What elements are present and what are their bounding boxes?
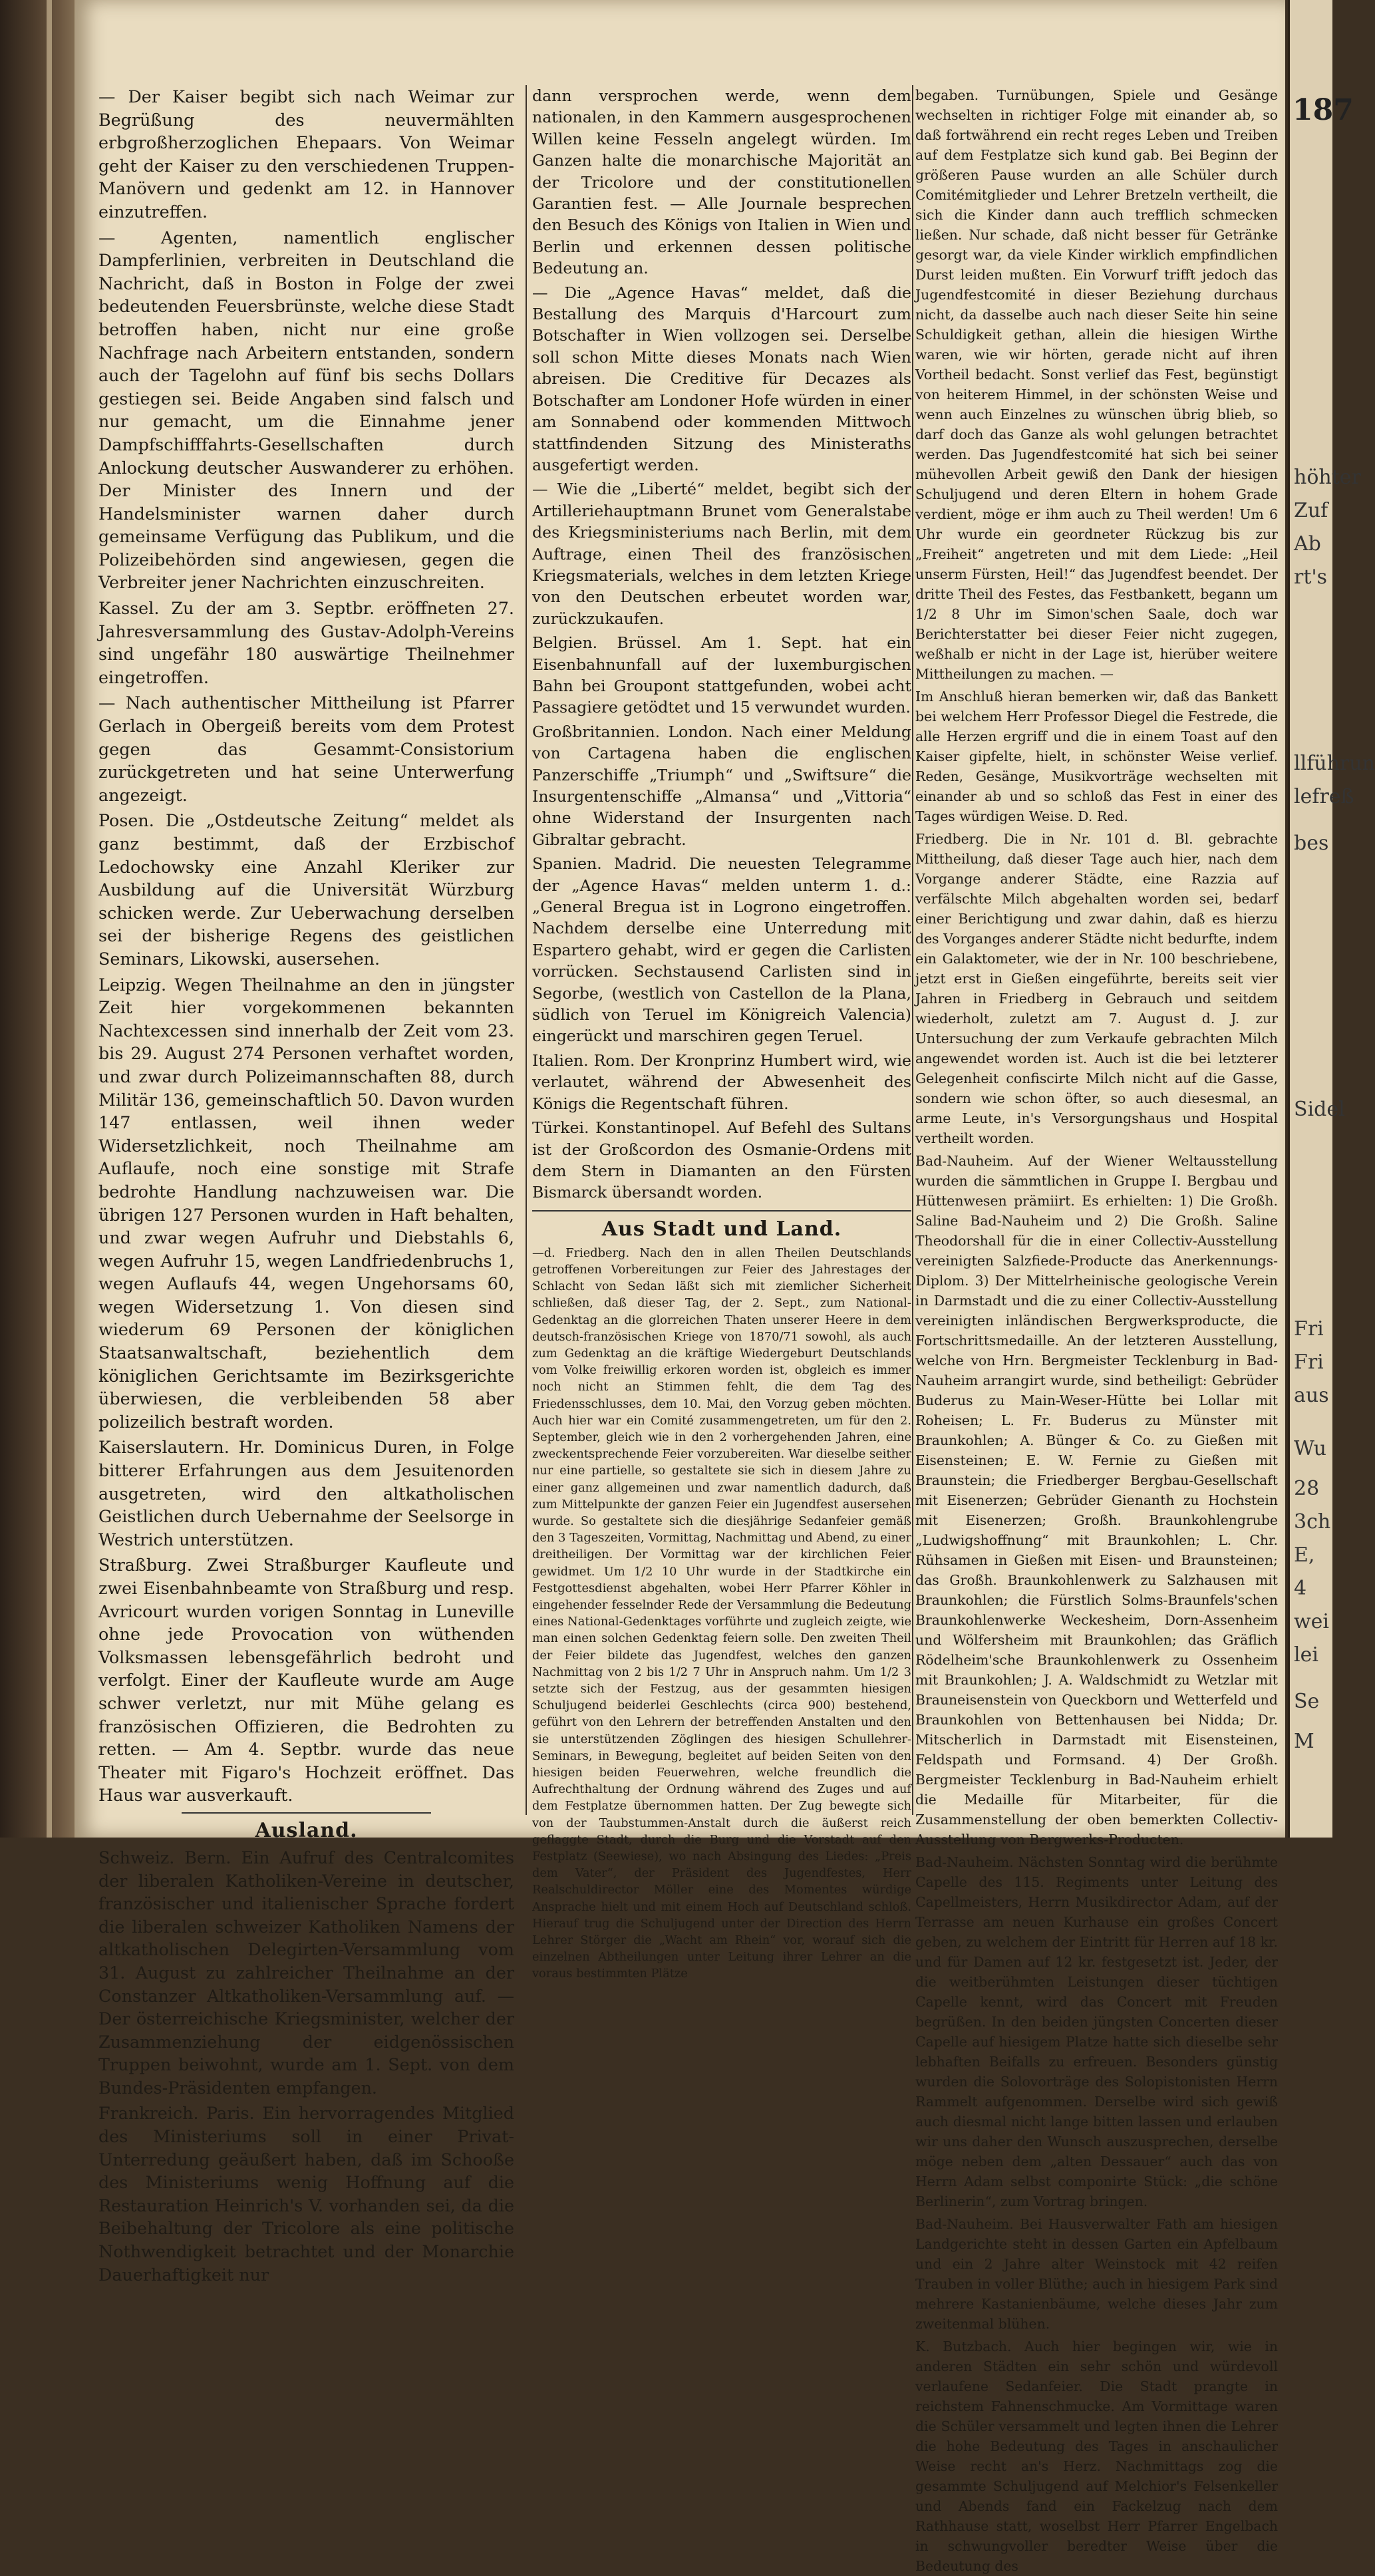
article: Bad-Nauheim. Auf der Wiener Weltausstellung wurden die sämmtlichen in Gruppe I. Bergbau und Hüttenwesen prämiirt. Es erhielten: 1) Die Großh. Saline Bad-Nauheim und 2) Die Großh. Saline Theodorshall für die in einer Collectiv-Ausstellung vereinigten Salzfiede-Producte das Anerkennungs-Diplom. 3) Der Mittelrheinische geologische Verein in Darmstadt und die zu einer Collectiv-Ausstellung vereinigten inländischen Bergwerksproducte, die Fortschrittsmedaille. An der letzteren Ausstellung, welche von Hrn. Bergmeister Tecklenburg in Bad-Nauheim arrangirt wurde, sind betheiligt: Gebrüder Buderus zu Main-Weser-Hütte bei Lollar mit Roheisen; L. Fr. Buderus zu Münster mit Braunkohlen; A. Bünger & Co. zu Gießen mit Eisensteinen; E. W. Fernie zu Gießen mit Braunstein; die Friedberger Bergbau-Gesellschaft mit Eisenerzen; Gebrüder Gienanth zu Hochstein mit Eisenerzen; Großh. Braunkohlengrube „Ludwigshoffnung“ mit Braunkohlen; L. Chr. Rühsamen in Gießen mit Eisen- und Braunsteinen; das Großh. Braunkohlenwerk zu Salzhausen mit Braunkohlen; die Fürstlich Solms-Braunfels'schen Braunkohlenwerke Weckesheim, Dorn-Assenheim und Wölfersheim mit Braunkohlen; das Gräflich Rödelheim'sche Braunkohlenwerk zu Ossenheim mit Braunkohlen; J. A. Waldschmidt zu Wetzlar mit Brauneisenstein von Queckborn und Wetterfeld und Braunkohlen von Bettenhausen bei Nidda; Dr. Mitscherlich in Darmstadt mit Eisensteinen, Feldspath und Formsand. 4) Der Großh. Bergmeister Tecklenburg in Bad-Nauheim erhielt die Medaille für Mitarbeiter, für die Zusammenstellung der oben bemerkten Collectiv-Ausstellung von Bergwerks-Producten.	[915, 1153, 1278, 1848]
page-fragment: llführun	[1294, 752, 1375, 775]
article: begaben. Turnübungen, Spiele und Gesänge wechselten in richtiger Folge mit einander ab, so daß fortwährend ein recht reges Leben und Treiben auf dem Festplatze sich kund gab. Bei Beginn der größeren Pause wurden an alle Schüler durch Comitémitglieder und Lehrer Bretzeln vertheilt, die sich die Kinder dann auch trefflich schmecken ließen. Nur schade, daß nicht besser für Getränke gesorgt war, da viele Kinder wirklich empfindlichen Durst leiden mußten. Ein Vorwurf trifft jedoch das Jugendfestcomité in dieser Beziehung durchaus nicht, da dasselbe auch nach dieser Seite hin seine Schuldigkeit gethan, allein die hiesigen Wirthe waren, wie wir hörten, gerade nicht auf ihren Vortheil bedacht. Sonst verlief das Fest, begünstigt von heiterem Himmel, in der schönsten Weise und wenn auch Einzelnes zu wünschen übrig blieb, so darf doch das Ganze als wohl gelungen betrachtet werden. Das Jugendfestcomité hat sich bei seiner mühevollen Arbeit gewiß den Dank der hiesigen Schuljugend und deren Eltern in hohem Grade verdient, möge er ihm auch zu Theil werden! Um 6 Uhr wurde ein geordneter Rückzug bis zur „Freiheit“ angetreten und mit dem Liede: „Heil unserm Fürsten, Heil!“ das Jugendfest beendet. Der dritte Theil des Festes, das Festbankett, begann um 1/2 8 Uhr im Simon'schen Saale, doch war Berichterstatter bei dieser Feier nicht zugegen, weßhalb er nicht in der Lage ist, hierüber weitere Mittheilungen zu machen. —	[915, 87, 1278, 682]
book-spine	[0, 0, 80, 1838]
article: Italien. Rom. Der Kronprinz Humbert wird, wie verlautet, während der Abwesenheit des Königs die Regentschaft führen.	[532, 1050, 911, 1113]
page-fragment: 4	[1294, 1577, 1307, 1600]
section-heading-ausland: Ausland.	[255, 1818, 358, 1842]
article: Schweiz. Bern. Ein Aufruf des Centralcomites der liberalen Katholiken-Vereine in deutscher, französischer und italienischer Sprache fordert die liberalen schweizer Katholiken Namens der altkatholischen Delegirten-Versammlung vom 31. August zu zahlreicher Theilnahme an der Constanzer Altkatholiken-Versammlung auf. — Der österreichische Kriegsminister, welcher der Zusammenziehung der eidgenössischen Truppen beiwohnt, wurde am 1. Sept. von dem Bundes-Präsidenten empfangen.	[98, 1847, 514, 2098]
article: Türkei. Konstantinopel. Auf Befehl des Sultans ist der Großcordon des Osmanie-Ordens mit dem Stern in Diamanten an den Fürsten Bismarck übersandt worden.	[532, 1118, 911, 1202]
article: — Der Kaiser begibt sich nach Weimar zur Begrüßung des neuvermählten erbgroßherzoglichen Ehepaars. Von Weimar geht der Kaiser zu den verschiedenen Truppen-Manövern und gedenkt am 12. in Hannover einzutreffen.	[98, 86, 514, 222]
page-fragment: Zuf	[1294, 499, 1328, 522]
page-fragment: bes	[1294, 832, 1329, 855]
article: — Wie die „Liberté“ meldet, begibt sich der Artilleriehauptmann Brunet vom Generalstabe des Kriegsministeriums nach Berlin, mit dem Auftrage, einen Theil des französischen Kriegsmaterials, welches in dem letzten Kriege von den Deutschen erbeutet worden war, zurückzukaufen.	[532, 480, 911, 628]
article: Großbritannien. London. Nach einer Meldung von Cartagena haben die englischen Panzerschiffe „Triumph“ und „Swiftsure“ die Insurgentenschiffe „Almansa“ und „Vittoria“ ohne Widerstand der Insurgenten nach Gibraltar gebracht.	[532, 722, 911, 849]
article: Kassel. Zu der am 3. Septbr. eröffneten 27. Jahresversammlung des Gustav-Adolph-Vereins sind ungefähr 180 auswärtige Theilnehmer eingetroffen.	[98, 598, 514, 687]
page-fragment: rt's	[1294, 565, 1328, 589]
article: Bad-Nauheim. Nächsten Sonntag wird die berühmte Capelle des 115. Regiments unter Leitung des Capellmeisters, Herrn Musikdirector Adam, auf der Terrasse am neuen Kurhause ein großes Concert geben, zu welchem der Eintritt für Herren auf 18 kr. und für Damen auf 12 kr. festgesetzt ist. Jeder, der die weitberühmten Leistungen dieser tüchtigen Capelle kennt, wird das Concert mit Freuden begrüßen. In den beiden jüngsten Concerten dieser Capelle auf hiesigem Platze hatte sich dieselbe sehr lebhaften Beifalls zu erfreuen. Besonders günstig wurden die Solovorträge des Solopistonisten Herrn Rammelt aufgenommen. Derselbe wird sich gewiß auch diesmal nicht lange bitten lassen und erlauben wir uns daher den Wunsch auszusprechen, derselbe möge neben dem „alten Dessauer“ auch das von Herrn Adam selbst componirte Stück: „die schöne Berlinerin“, zum Vortrag bringen.	[915, 1854, 1278, 2209]
page-fragment: Se	[1294, 1690, 1320, 1713]
page-fragment: wei	[1294, 1610, 1330, 1633]
article: Im Anschluß hieran bemerken wir, daß das Bankett bei welchem Herr Professor Diegel die Festrede, die alle Herzen ergriff und die in einem Toast auf den Kaiser gipfelte, hielt, in schönster Weise verlief. Reden, Gesänge, Musikvorträge wechselten mit einander ab und so schloß das Fest in einer des Tages würdigen Weise. D. Red.	[915, 689, 1278, 824]
article: Straßburg. Zwei Straßburger Kaufleute und zwei Eisenbahnbeamte von Straßburg und resp. Avricourt wurden vorigen Sonntag in Luneville ohne jede Provocation von wüthenden Volksmassen lebensgefährlich bedroht und verfolgt. Einer der Kaufleute wurde am Auge schwer verletzt, nur mit Mühe gelang es französischen Offizieren, die Bedrohten zu retten. — Am 4. Septbr. wurde das neue Theater mit Figaro's Hochzeit eröffnet. Das Haus war ausverkauft.	[98, 1555, 514, 1806]
page-fragment: Ab	[1294, 532, 1321, 556]
page-fragment: E,	[1294, 1543, 1315, 1567]
column-left	[98, 85, 514, 2285]
article: Spanien. Madrid. Die neuesten Telegramme der „Agence Havas“ melden unterm 1. d.: „General Bregua ist in Logrono eingetroffen. Nachdem derselbe eine Unterredung mit Espartero gehabt, wird er gegen die Carlisten vorrücken. Sechstausend Carlisten sind in Segorbe, (westlich von Castellon de la Plana, südlich von Teruel im Königreich Valencia) eingerückt und marschiren gegen Teruel.	[532, 854, 911, 1046]
divider	[182, 1812, 431, 1814]
article: K. Butzbach. Auch hier begingen wir, wie in anderen Städten ein sehr schön und würdevoll verlaufene Sedanfeier. Die Stadt prangte in reichstem Fahnenschmucke. Am Vormittage waren die Schüler versammelt und legten ihnen die Lehrer die hohe Bedeutung des Tages in anschaulicher Weise recht an's Herz. Nachmittags zog die gesammte Schuljugend auf Melchior's Felsenkeller und Abends fand ein Fackelzug nach dem Rathhause statt, woselbst Herr Pfarrer Engelbach in schwungvoller beredter Weise über die Bedeutung des	[915, 2338, 1278, 2574]
article: — Agenten, namentlich englischer Dampferlinien, verbreiten in Deutschland die Nachricht, daß in Boston in Folge der zwei bedeutenden Feuersbrünste, welche diese Stadt betroffen haben, nicht nur eine große Nachfrage nach Arbeitern entstanden, sondern auch der Tagelohn auf fünf bis sechs Dollars gestiegen sei. Beide Angaben sind falsch und nur gemacht, um die Einnahme jener Dampfschifffahrts-Gesellschaften durch Anlockung deutscher Auswanderer zu erhöhen. Der Minister des Innern und der Handelsminister warnen daher durch gemeinsame Verfügung das Publikum, und die Polizeibehörden sind angewiesen, gegen die Verbreiter jener Nachrichten einzuschreiten.	[98, 227, 514, 593]
page-number: 187	[1293, 93, 1354, 127]
article: Belgien. Brüssel. Am 1. Sept. hat ein Eisenbahnunfall auf der luxemburgischen Bahn bei Groupont stattgefunden, wobei acht Passagiere getödtet und 15 verwundet wurden.	[532, 633, 911, 717]
section-heading-stadt-und-land: Aus Stadt und Land.	[601, 1217, 842, 1241]
page-fragment: Wu	[1294, 1437, 1326, 1460]
article: —d. Friedberg. Nach den in allen Theilen Deutschlands getroffenen Vorbereitungen zur Feier des Jahrestages der Schlacht von Sedan läßt sich mit ziemlicher Sicherheit schließen, daß dieser Tag, der 2. Sept., zum National-Gedenktag an die glorreichen Thaten unserer Heere in dem deutsch-französischen Kriege von 1870/71 sowohl, als auch zum Gedenktag an die kräftige Wiedergeburt Deutschlands vom Volke freiwillig erkoren worden ist, obgleich es immer noch nicht an Stimmen fehlt, die dem Tag des Friedensschlusses, dem 10. Mai, den Vorzug geben möchten. Auch hier war ein Comité zusammengetreten, um für den 2. September, gleich wie in den 2 vorhergehenden Jahren, eine zweckentsprechende Feier vorzubereiten. War dieselbe seither nur eine partielle, so gestaltete sie sich in diesem Jahre zu einer ganz allgemeinen und zwar namentlich dadurch, daß zum Mittelpunkte der ganzen Feier ein Jugendfest ausersehen wurde. So gestaltete sich die diesjährige Sedanfeier gemäß den 3 Tageszeiten, Vormittag, Nachmittag und Abend, zu einer dreitheiligen. Der Vormittag war der kirchlichen Feier gewidmet. Um 1/2 10 Uhr wurde in der Stadtkirche ein Festgottesdienst abgehalten, wobei Herr Pfarrer Köhler in eingehender fesselnder Rede der Versammlung die Bedeutung eines National-Gedenktages vorführte und zugleich zeigte, wie man einen solchen Gedenktag feiern solle. Den zweiten Theil der Feier bildete das Jugendfest, welches den ganzen Nachmittag von 2 bis 1/2 7 Uhr in Anspruch nahm. Um 1/2 3 setzte sich der Festzug, aus der gesammten hiesigen Schuljugend beiderlei Geschlechts (circa 900) bestehend, geführt von den Lehrern der betreffenden Anstalten und den sie unterstützenden Zöglingen des hiesigen Schullehrer-Seminars, in Bewegung, begleitet auf beiden Seiten von den hiesigen beiden Feuerwehren, welche freundlich die Aufrechthaltung der Ordnung während des Zuges und auf dem Festplatze übernommen hatten. Der Zug bewegte sich von der Taubstummen-Anstalt durch die äußerst reich geflaggte Stadt, durch die Burg und die Vorstadt auf den Festplatz (Seewiese), wo nach Absingung des Liedes: „Preis dem Vater“, der Präsident des Jugendfestes, Herr Realschuldirector Möller eine des Momentes würdige Ansprache hielt und mit einem Hoch auf Deutschland schloß. Hierauf trug die Schuljugend unter der Direction des Herrn Lehrer Störger die „Wacht am Rhein“ vor, worauf sich die einzelnen Abtheilungen unter Leitung ihrer Lehrer an die voraus bestimmten Plätze	[532, 1245, 911, 1981]
article: — Nach authentischer Mittheilung ist Pfarrer Gerlach in Obergeiß bereits vom dem Protest gegen das Gesammt-Consistorium zurückgetreten und hat seine Unterwerfung angezeigt.	[98, 693, 514, 805]
article: Friedberg. Die in Nr. 101 d. Bl. gebrachte Mittheilung, daß dieser Tage auch hier, nach dem Vorgange anderer Städte, eine Razzia auf verfälschte Milch abgehalten worden sei, bedarf einer Berichtigung und zwar dahin, daß es hierzu des Vorganges anderer Städte nicht bedurfte, indem ein Galaktometer, wie der in Nr. 100 beschriebene, jetzt erst in Gießen eingeführte, bereits seit vier Jahren in Friedberg in Gebrauch und seitdem wiederholt, zuletzt am 7. August d. J. zur Untersuchung der zum Verkaufe gebrachten Milch angewendet worden ist. Auch ist die bei letzterer Gelegenheit confiscirte Milch nicht auf die Gasse, sondern wie schon öfter, so auch diesesmal, an arme Leute, in's Versorgungshaus und Hospital vertheilt worden.	[915, 831, 1278, 1146]
article: Frankreich. Paris. Ein hervorragendes Mitglied des Ministeriums soll in einer Privat-Unterredung geäußert haben, daß im Schooße des Ministeriums wenig Hoffnung auf die Restauration Heinrich's V. vorhanden sei, da die Beibehaltung der Tricolore als eine politische Nothwendigkeit betrachtet und der Monarchie Dauerhaftigkeit nur	[98, 2103, 514, 2285]
article: dann versprochen werde, wenn dem nationalen, in den Kammern ausgesprochenen Willen keine Fesseln angelegt würden. Im Ganzen halte die monarchische Majorität an der Tricolore und der constitutionellen Garantien fest. — Alle Journale besprechen den Besuch des Königs von Italien in Wien und Berlin und erkennen dessen politische Bedeutung an.	[532, 86, 911, 278]
column-rule	[912, 85, 913, 1815]
article: Bad-Nauheim. Bei Hausverwalter Fath am hiesigen Landgerichte steht in dessen Garten ein Apfelbaum und ein 2 Jahre alter Weinstock mit 42 reifen Trauben in voller Blüthe; auch in hiesigem Park sind mehrere Kastanienbäume, welche dieses Jahr zum zweitenmal blühen.	[915, 2216, 1278, 2332]
article: Leipzig. Wegen Theilnahme an den in jüngster Zeit hier vorgekommenen bekannten Nachtexcessen sind innerhalb der Zeit vom 23. bis 29. August 274 Personen verhaftet worden, und zwar durch Polizeimannschaften 88, durch Militär 136, gemeinschaftlich 50. Davon wurden 147 entlassen, weil ihnen weder Widersetzlichkeit, noch Theilnahme am Auflaufe, noch eine sonstige mit Strafe bedrohte Handlung nachzuweisen war. Die übrigen 127 Personen wurden in Haft behalten, und zwar wegen Aufruhr und Diebstahls 6, wegen Aufruhr 15, wegen Landfriedenbruchs 1, wegen Auflaufs 44, wegen Ungehorsams 60, wegen Widersetzung 1. Von diesen sind wiederum 69 Personen der königlichen Staatsanwaltschaft, beziehentlich dem königlichen Gerichtsamte im Bezirksgerichte überwiesen, die verbleibenden 58 aber polizeilich bestraft worden.	[98, 974, 514, 1432]
article: Kaiserslautern. Hr. Dominicus Duren, in Folge bitterer Erfahrungen aus dem Jesuitenorden ausgetreten, wird den altkatholischen Geistlichen durch Uebernahme der Seelsorge in Westrich unterstützen.	[98, 1437, 514, 1549]
column-middle	[532, 85, 911, 1981]
page-fragment: lei	[1294, 1643, 1318, 1667]
column-right	[915, 85, 1278, 2574]
page-fragment: Fri	[1294, 1317, 1324, 1341]
spine-band	[47, 0, 52, 1838]
page-fragment: Fri	[1294, 1351, 1324, 1374]
page-fragment: 3ch	[1294, 1510, 1331, 1533]
page-fragment: höhter	[1294, 466, 1361, 489]
page-fragment: Sidel	[1294, 1098, 1345, 1121]
divider	[532, 1210, 911, 1212]
page-fragment: 28	[1294, 1477, 1320, 1500]
article: Posen. Die „Ostdeutsche Zeitung“ meldet als ganz bestimmt, daß der Erzbischof Ledochowsky eine Anzahl Kleriker zur Ausbildung auf die Universität Würzburg schicken werde. Zur Ueberwachung derselben sei der bisherige Regens des geistlichen Seminars, Likowski, ausersehen.	[98, 810, 514, 969]
page-fragment: lefreß	[1294, 785, 1354, 808]
column-rule	[526, 85, 527, 1815]
adjacent-page	[1288, 0, 1375, 1838]
article: — Die „Agence Havas“ meldet, daß die Bestallung des Marquis d'Harcourt zum Botschafter in Wien vollzogen sei. Derselbe soll schon Mitte dieses Monats nach Wien abreisen. Die Creditive für Decazes als Botschafter am Londoner Hofe würden in einer am Sonnabend oder kommenden Mittwoch stattfindenden Sitzung des Ministeraths ausgefertigt werden.	[532, 283, 911, 474]
page-fragment: aus	[1294, 1384, 1329, 1407]
page-fragment: M	[1294, 1730, 1314, 1753]
